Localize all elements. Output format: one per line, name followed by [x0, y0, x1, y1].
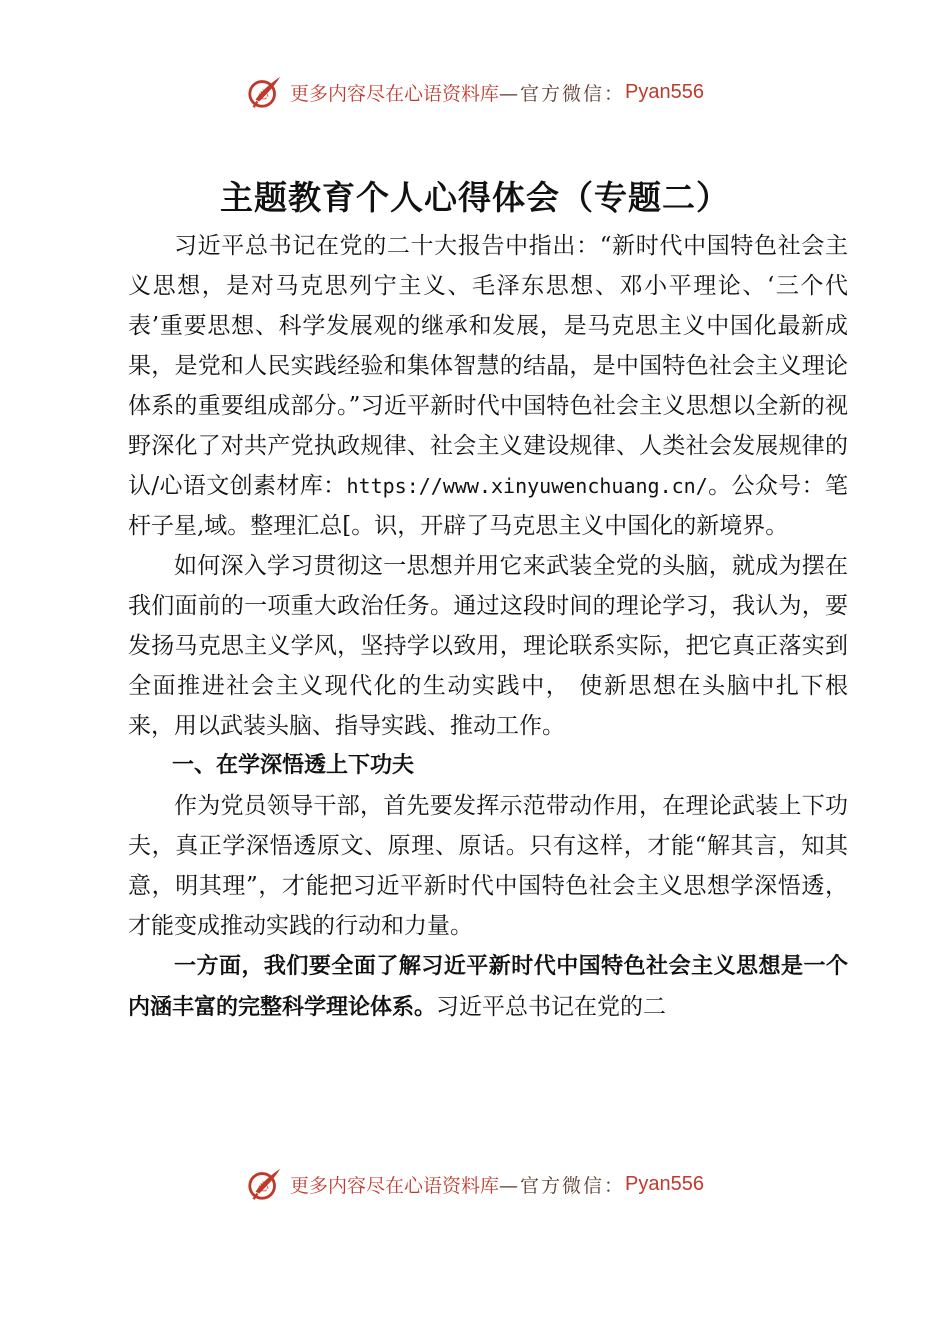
header-banner	[0, 70, 950, 114]
paragraph-2: 如何深入学习贯彻这一思想并用它来武装全党的头脑，就成为摆在我们面前的一项重大政治任务。通过这段时间的理论学习，我认为，要发扬马克思主义学风，坚持学以致用，理论联系实际，把它真正落实到全面推进社会主义现代化的生动实践中， 使新思想在头脑中扎下根来，用以武装头脑、指导实践、推动工作。	[128, 553, 848, 739]
paragraph-1-tail: 。公众号：笔杆子星,域。整理汇总[。识，开辟了马克思主义中国化的新境界。	[128, 473, 849, 539]
section-heading-1: 一、在学深悟透上下功夫	[172, 753, 415, 778]
quill-pen-logo-icon	[246, 1165, 284, 1203]
banner-wechat-label: —官方微信：	[499, 1174, 626, 1197]
banner-wechat-id: Pyan556	[625, 80, 704, 103]
paragraph-3: 作为党员领导干部，首先要发挥示范带动作用，在理论武装上下功夫，真正学深悟透原文、原理、原话。只有这样，才能“解其言，知其意，明其理”，才能把习近平新时代中国特色社会主义思想学深悟透，才能变成推动实践的行动和力量。	[128, 793, 848, 939]
paragraph-1	[128, 226, 848, 546]
paragraph-4-text: 习近平总书记在党的二	[436, 994, 667, 1020]
quill-pen-logo-icon	[246, 73, 284, 111]
footer-banner	[0, 1162, 950, 1206]
document-body	[128, 226, 848, 1028]
paragraph-4	[128, 946, 848, 1028]
banner-text: 更多内容尽在心语资料库	[290, 1174, 500, 1197]
paragraph-1-text: 习近平总书记在党的二十大报告中指出：“新时代中国特色社会主义思想，是对马克思列宁主义、毛泽东思想、邓小平理论、‘三个代表’重要思想、科学发展观的继承和发展，是马克思主义中国化最新成果，是党和人民实践经验和集体智慧的结晶，是中国特色社会主义理论体系的重要组成部分。”习近平新时代中国特色社会主义思想以全新的视野深化了对共产党执政规律、社会主义建设规律、人类社会发展规律的认/心语文创素材库：	[128, 233, 848, 499]
paragraph-4-bold: 一方面，我们要全面了解习近平新时代中国特色社会主义思想是一个内涵丰富的完整科学理论体系。	[128, 954, 848, 1020]
banner-wechat-label: —官方微信：	[499, 82, 626, 105]
svg-text:心: 心	[257, 87, 269, 102]
svg-text:心: 心	[257, 1179, 269, 1194]
document-title: 主题教育个人心得体会（专题二）	[220, 178, 730, 217]
banner-text: 更多内容尽在心语资料库	[290, 82, 500, 105]
banner-wechat-id: Pyan556	[625, 1172, 704, 1195]
source-url: https://www.xinyuwenchuang.cn/	[346, 474, 708, 498]
